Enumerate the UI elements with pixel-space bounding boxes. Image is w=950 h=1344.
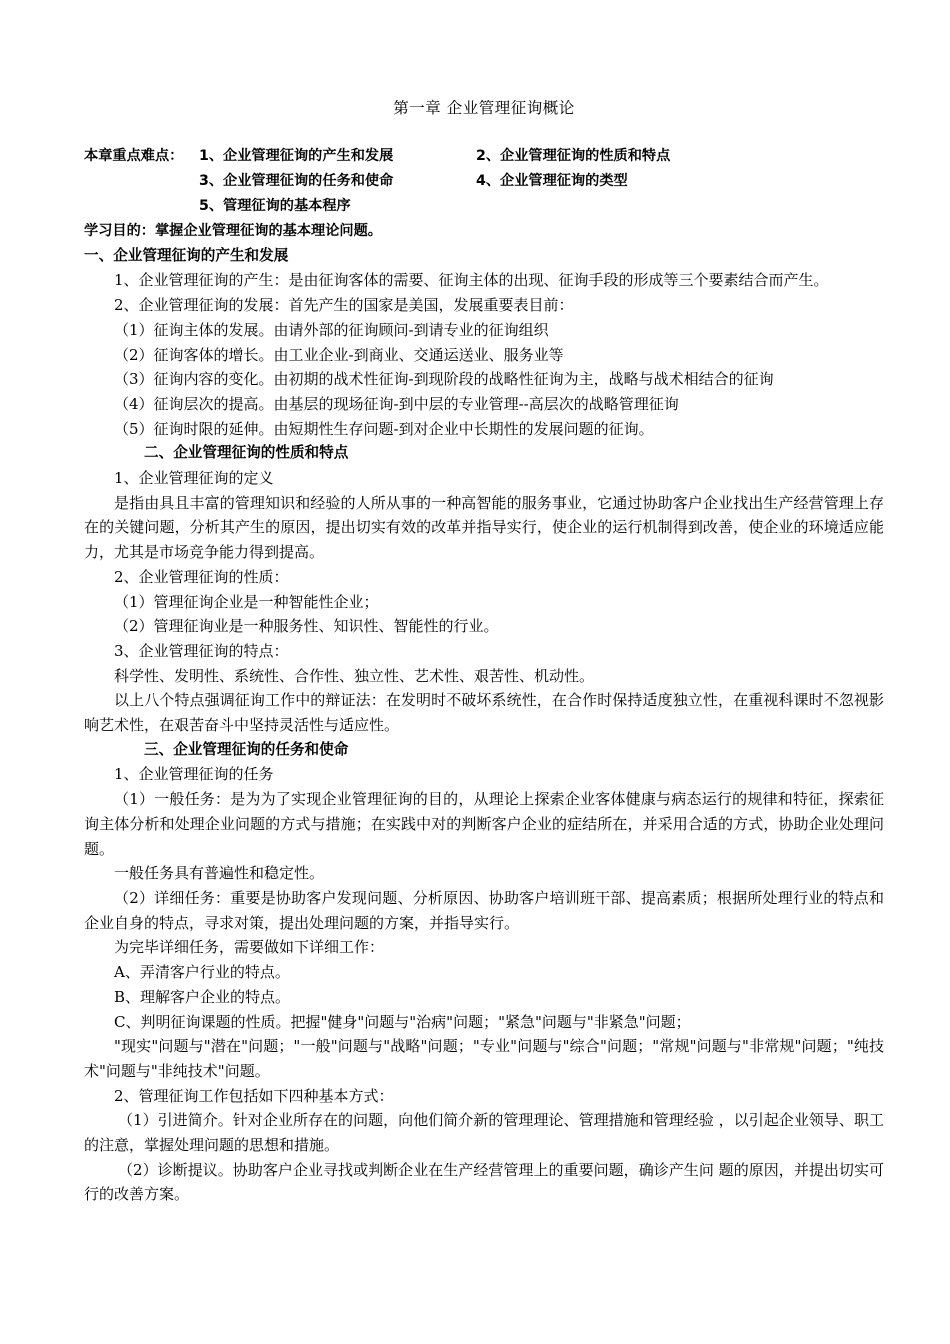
paragraph: 一般任务具有普遍性和稳定性。 xyxy=(114,864,325,883)
list-item: B、理解客户企业的特点。 xyxy=(114,987,291,1006)
section-heading: 三、企业管理征询的任务和使命 xyxy=(144,740,349,758)
paragraph: 为完毕详细任务，需要做如下详细工作： xyxy=(114,938,385,957)
paragraph: （1）一般任务：是为为了实现企业管理征询的目的，从理论上探索企业客体健康与病态运行的规律和特征，探索征询主体分析和处理企业问题的方式与措施；在实践中对的判断客户企业的症结所在，并采用合适的方式，协助企业处理问题。 xyxy=(84,790,884,858)
list-item: A、弄清客户行业的特点。 xyxy=(114,963,290,982)
list-item: （3）征询内容的变化。由初期的战术性征询-到现阶段的战略性征询为主，战略与战术相结合的征询 xyxy=(114,370,774,389)
key-point-item: 2、企业管理征询的性质和特点 xyxy=(476,148,671,164)
key-points xyxy=(84,144,884,219)
subheading: 1、企业管理征询的任务 xyxy=(114,765,274,784)
list-item: （5）征询时限的延伸。由短期性生存问题-到对企业中长期性的发展问题的征询。 xyxy=(114,419,654,438)
key-point-item: 5、管理征询的基本程序 xyxy=(199,198,351,214)
subheading: 2、管理征询工作包括如下四种基本方式： xyxy=(114,1086,394,1105)
paragraph: 以上八个特点强调征询工作中的辩证法：在发明时不破坏系统性，在合作时保持适度独立性，在重视科课时不忽视影响艺术性，在艰苦奋斗中坚持灵活性与适应性。 xyxy=(84,691,884,735)
list-item: （1）管理征询企业是一种智能性企业； xyxy=(114,592,379,611)
key-point-item: 4、企业管理征询的类型 xyxy=(476,173,628,189)
paragraph: （1）引进简介。针对企业所存在的问题，向他们简介新的管理理论、管理措施和管理经验 ，以引起企业领导、职工的注意，掌握处理问题的思想和措施。 xyxy=(84,1111,884,1155)
key-point-item: 3、企业管理征询的任务和使命 xyxy=(199,173,394,189)
paragraph: （2）详细任务：重要是协助客户发现问题、分析原因、协助客户培训班干部、提高素质；根据所处理行业的特点和企业自身的特点，寻求对策，提出处理问题的方案，并指导实行。 xyxy=(84,888,884,932)
list-item: （1）征询主体的发展。由请外部的征询顾问-到请专业的征询组织 xyxy=(114,320,549,339)
chapter-title: 第一章 企业管理征询概论 xyxy=(393,99,575,117)
list-item: （2）征询客体的增长。由工业企业-到商业、交通运送业、服务业等 xyxy=(114,345,564,364)
key-points-label: 本章重点难点： xyxy=(84,148,184,164)
section-heading: 二、企业管理征询的性质和特点 xyxy=(144,444,349,462)
paragraph: （2）诊断提议。协助客户企业寻找或判断企业在生产经营管理上的重要问题，确诊产生问 题的原因，并提出切实可行的改善方案。 xyxy=(84,1160,884,1204)
nature-list xyxy=(84,590,884,639)
paragraph: "现实"问题与"潜在"问题；"一般"问题与"战略"问题；"专业"问题与"综合"问题；"常规"问题与"非常规"问题；"纯技术"问题与"非纯技术"问题。 xyxy=(84,1037,884,1080)
paragraph: 是指由具且丰富的管理知识和经验的人所从事的一种高智能的服务事业，它通过协助客户企业找出生产经营管理上存在的关键问题，分析其产生的原因，提出切实有效的改革并指导实行，使企业的运行机制得到改善，使企业的环境适应能力，尤其是市场竞争能力得到提高。 xyxy=(84,493,884,562)
list-item: （4）征询层次的提高。由基层的现场征询-到中层的专业管理--高层次的战略管理征询 xyxy=(114,394,679,413)
development-list xyxy=(84,318,884,442)
paragraph: 科学性、发明性、系统性、合作性、独立性、艺术性、艰苦性、机动性。 xyxy=(114,666,595,685)
subheading: 2、企业管理征询的性质： xyxy=(114,567,289,586)
list-item: C、判明征询课题的性质。把握"健身"问题与"治病"问题；"紧急"问题与"非紧急"问题； xyxy=(114,1012,691,1031)
section-heading: 一、企业管理征询的产生和发展 xyxy=(84,246,289,264)
list-item: （2）管理征询业是一种服务性、知识性、智能性的行业。 xyxy=(114,617,499,636)
subheading: 1、企业管理征询的定义 xyxy=(114,469,274,488)
learning-goal: 学习目的：掌握企业管理征询的基本理论问题。 xyxy=(84,223,382,239)
key-point-item: 1、企业管理征询的产生和发展 xyxy=(199,148,394,164)
paragraph: 2、企业管理征询的发展：首先产生的国家是美国，发展重要表目前： xyxy=(114,296,574,315)
paragraph: 1、企业管理征询的产生：是由征询客体的需要、征询主体的出现、征询手段的形成等三个要素结合而产生。 xyxy=(114,271,829,290)
subheading: 3、企业管理征询的特点： xyxy=(114,641,289,660)
document-body xyxy=(84,96,884,1207)
